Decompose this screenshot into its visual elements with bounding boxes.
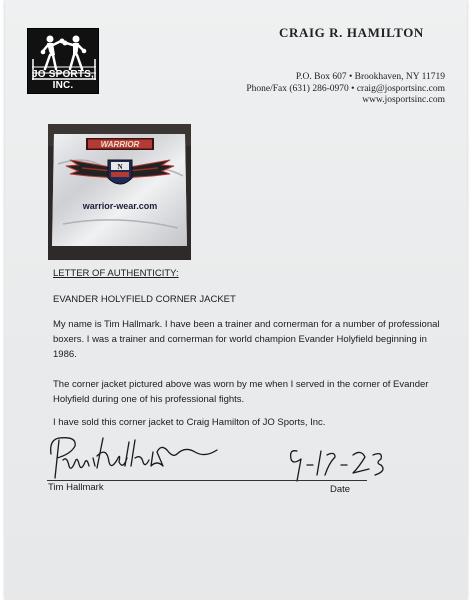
warrior-banner-text: WARRIOR xyxy=(100,140,140,149)
handwritten-date xyxy=(283,445,393,485)
jacket-photo xyxy=(48,124,191,260)
address-line-2: Phone/Fax (631) 286-0970 • craig@josportsinc.com xyxy=(246,83,445,94)
date-label: Date xyxy=(330,484,351,495)
warrior-url-text: warrior-wear.com xyxy=(82,201,158,211)
address-line-3: www.josportsinc.com xyxy=(362,95,445,105)
signature-line xyxy=(47,480,367,481)
paragraph-1: My name is Tim Hallmark. I have been a trainer and cornerman for a number of professional boxers. I was a trainer and cornerman for world champion Evander Holyfield beginning in 1986. xyxy=(53,319,440,360)
signer-label: Tim Hallmark xyxy=(48,482,104,493)
patch-text: N xyxy=(117,163,123,171)
paragraph-3: I have sold this corner jacket to Craig Hamilton of JO Sports, Inc. xyxy=(53,417,326,428)
letter-heading: LETTER OF AUTHENTICITY: xyxy=(53,268,179,279)
logo-text: JO SPORTS, INC. xyxy=(31,69,94,91)
address-line-1: P.O. Box 607 • Brookhaven, NY 11719 xyxy=(295,72,445,82)
letterhead-name: CRAIG R. HAMILTON xyxy=(279,25,424,40)
letterhead-address xyxy=(145,72,445,107)
letter-page xyxy=(5,0,467,600)
paragraph-2: The corner jacket pictured above was worn by me when I served in the corner of Evander Holyfield during one of his professional fights. xyxy=(53,379,429,405)
item-title: EVANDER HOLYFIELD CORNER JACKET xyxy=(53,294,236,305)
jo-sports-logo xyxy=(27,28,99,94)
handwritten-signature xyxy=(45,432,225,482)
